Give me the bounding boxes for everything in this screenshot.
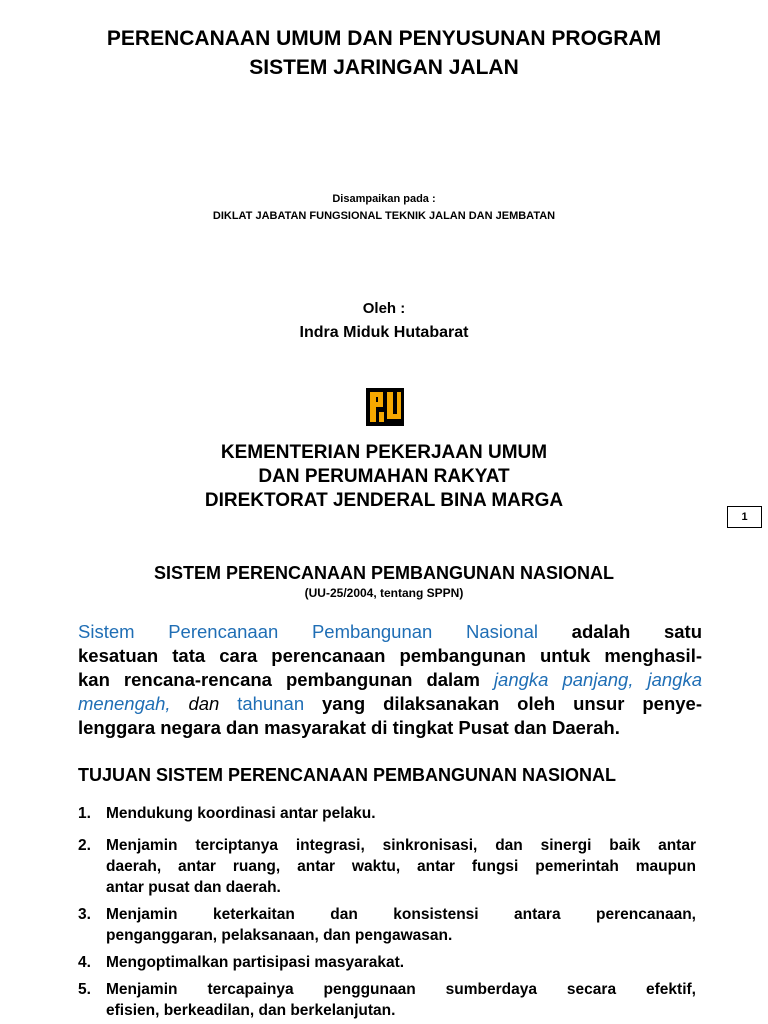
cover-title-line-1: PERENCANAAN UMUM DAN PENYUSUNAN PROGRAM — [106, 27, 662, 50]
author-name: Indra Miduk Hutabarat — [299, 324, 469, 341]
list-number: 1. — [78, 805, 91, 822]
paragraph-line-5: lenggara negara dan masyarakat di tingkat Pusat dan Daerah. — [78, 717, 620, 738]
list-text: Menjamin tercapainya penggunaan sumberdaya secara efektif, — [106, 981, 696, 998]
list-text: efisien, berkeadilan, dan berkelanjutan. — [106, 1002, 396, 1019]
ministry-line-3: DIREKTORAT JENDERAL BINA MARGA — [204, 490, 564, 511]
term-long-term: jangka panjang, jangka — [493, 669, 702, 690]
list-number: 5. — [78, 981, 91, 998]
goals-title: TUJUAN SISTEM PERENCANAAN PEMBANGUNAN NASIONAL — [78, 765, 617, 785]
by-label: Oleh : — [362, 300, 406, 317]
paragraph-text: adalah satu — [537, 621, 702, 642]
ministry-block — [0, 441, 768, 513]
paragraph-line-1 — [78, 620, 702, 644]
list-text: antar pusat dan daerah. — [106, 879, 281, 896]
paragraph-text: kan rencana-rencana pembangunan dalam — [78, 669, 494, 690]
list-text: Mendukung koordinasi antar pelaku. — [106, 805, 376, 822]
definition-paragraph — [78, 620, 702, 740]
section-subtitle: (UU-25/2004, tentang SPPN) — [304, 586, 464, 600]
list-text: penganggaran, pelaksanaan, dan pengawasan. — [106, 927, 453, 944]
conjunction-dan: dan — [170, 693, 238, 714]
list-item — [78, 979, 696, 1021]
list-item — [78, 952, 696, 973]
list-item — [78, 803, 696, 824]
paragraph-line-3 — [78, 668, 702, 692]
cover-title — [0, 24, 768, 82]
term-mid-term: menengah, — [78, 693, 171, 714]
ministry-line-2: DAN PERUMAHAN RAKYAT — [258, 466, 510, 487]
list-number: 4. — [78, 954, 91, 971]
paragraph-line-2: kesatuan tata cara perencanaan pembangunan untuk menghasil- — [78, 645, 702, 666]
list-text: Menjamin keterkaitan dan konsistensi antara perencanaan, — [106, 906, 696, 923]
ministry-line-1: KEMENTERIAN PEKERJAAN UMUM — [220, 442, 548, 463]
goals-list — [78, 803, 696, 1021]
list-text: Mengoptimalkan partisipasi masyarakat. — [106, 954, 405, 971]
page-number: 1 — [727, 506, 762, 528]
pu-logo-icon — [366, 388, 404, 426]
section-title: SISTEM PERENCANAAN PEMBANGUNAN NASIONAL — [153, 563, 615, 583]
list-number: 3. — [78, 906, 91, 923]
list-item — [78, 835, 696, 898]
event-name: DIKLAT JABATAN FUNGSIONAL TEKNIK JALAN DAN JEMBATAN — [212, 210, 556, 222]
cover-title-line-2: SISTEM JARINGAN JALAN — [249, 56, 519, 79]
paragraph-line-4 — [78, 692, 702, 716]
delivered-at-label: Disampaikan pada : — [332, 193, 436, 205]
list-item — [78, 904, 696, 946]
sppn-term: Sistem Perencanaan Pembangunan Nasional — [78, 621, 538, 642]
paragraph-text: yang dilaksanakan oleh unsur penye- — [304, 693, 702, 714]
list-number: 2. — [78, 837, 91, 854]
term-annual: tahunan — [237, 693, 305, 714]
list-text: Menjamin terciptanya integrasi, sinkronisasi, dan sinergi baik antar — [106, 837, 696, 854]
list-text: daerah, antar ruang, antar waktu, antar fungsi pemerintah maupun — [106, 858, 696, 875]
